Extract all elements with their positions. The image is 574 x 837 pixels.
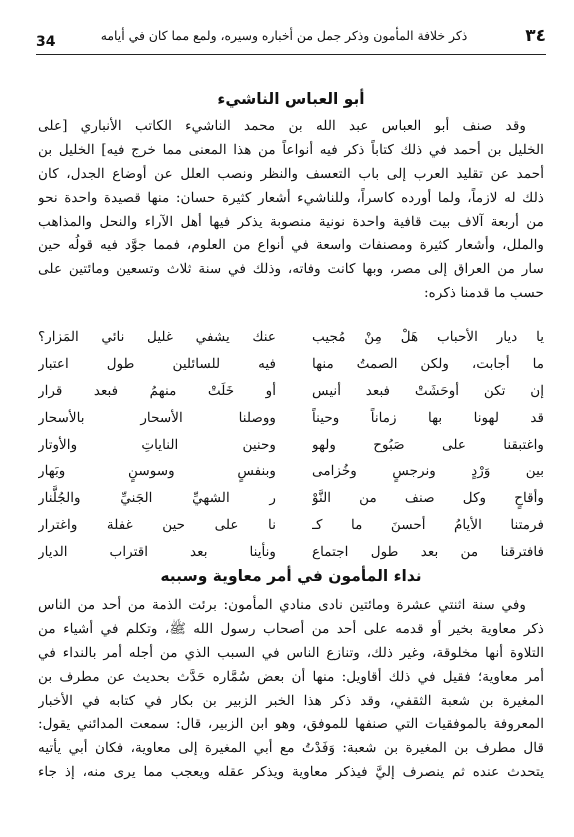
text-line: قال مطرف بن المغيرة بن شعبة: وَفَدْتُ مع أبي المغيرة إلى معاوية، فكان أبي يأتيه bbox=[38, 740, 544, 757]
text-line: ذكر معاوية بخير أو قدمه على أحد من أصحاب رسول الله ﷺ، وتكلم في أشياء من bbox=[38, 620, 544, 637]
poem-verse bbox=[38, 512, 544, 539]
verse-second-hemistich: وحنين الناياتِ والأوتار bbox=[38, 436, 276, 453]
text-line: أحمد عن تقليد العرب إلى باب التعسف والنظر ونصب العلل عن أوضاع الجدل، كان bbox=[38, 165, 544, 182]
verse-first-hemistich: بين وَرْدٍ ونرجسٍ وخُزامى bbox=[312, 463, 544, 480]
poem-verse bbox=[38, 324, 544, 351]
text-line: الخليل بن أحمد في ذلك كتاباً ذكر فيه أنواعاً من هذا المعنى مما خرج فيه] الخليل بن bbox=[38, 141, 544, 158]
verse-second-hemistich: فيه للسائلين طول اعتبار bbox=[38, 355, 276, 372]
running-header bbox=[36, 24, 546, 55]
poem-verse bbox=[38, 539, 544, 566]
text-line: المغيرة بن شعبة الثقفي، وقد ذكر هذا الخبر الزبير بن بكار في كتابه في الأخبار bbox=[38, 692, 544, 709]
verse-second-hemistich: ونأينا بعد اقتراب الديار bbox=[38, 544, 276, 561]
text-line: من أربعة آلاف بيت قافية واحدة نونية منصوبة يذكر فيها أهل الآراء والنحل والمذاهب bbox=[38, 213, 544, 230]
verse-first-hemistich: يا ديار الأحباب هَلْ مِنْ مُجيب bbox=[312, 329, 544, 345]
verse-second-hemistich: ووصلنا الأسحار بالأسحار bbox=[38, 409, 276, 426]
section-heading-mamun-decree: نداء المأمون في أمر معاوية وسببه bbox=[160, 567, 422, 585]
text-line: المعروفة بالموفقيات التي صنفها للموفق، وهو ابن الزبير، قال: سمعت المدائني يقول: bbox=[38, 716, 544, 733]
paragraph-mamun-decree bbox=[38, 594, 544, 785]
page-number-arabic: ٣٤ bbox=[525, 26, 546, 46]
verse-second-hemistich: ر الشهيِّ الجَنيِّ والجُلَّنار bbox=[38, 490, 276, 507]
verse-second-hemistich: نا على حين غفلة واغترار bbox=[38, 517, 276, 534]
poem bbox=[38, 324, 544, 566]
verse-first-hemistich: قد لهونا بها زماناً وحيناً bbox=[312, 409, 544, 426]
text-line: وقد صنف أبو العباس عبد الله بن محمد الناشيء الكاتب الأنباري [على bbox=[38, 118, 526, 134]
section-heading-nashi: أبو العباس الناشيء bbox=[217, 90, 365, 108]
text-line: التلاوة أنها مخلوقة، وغير ذلك، وتنازع الناس في السبب الذي من أجله أمر بالنداء في bbox=[38, 644, 544, 661]
verse-first-hemistich: فافترقنا من بعد طول اجتماع bbox=[312, 544, 544, 561]
running-title: ذكر خلافة المأمون وذكر جمل من أخباره وسيره، ولمع مما كان في أيامه bbox=[100, 28, 468, 43]
page-number-latin: 34 bbox=[36, 34, 56, 50]
poem-verse bbox=[38, 458, 544, 485]
poem-verse bbox=[38, 405, 544, 432]
text-line: أمر معاوية؛ فقيل في ذلك أقاويل: منها أن بعض سُمَّاره حَدَّث بحديث عن مطرف بن bbox=[38, 668, 544, 685]
verse-first-hemistich: واغتبقنا على صَبُوح ولهو bbox=[312, 436, 544, 453]
verse-first-hemistich: وأقاحٍ وكل صنف من النَّوْ bbox=[312, 490, 544, 507]
verse-first-hemistich: فرمتنا الأيامُ أحسنَ ما كـ bbox=[312, 517, 544, 534]
poem-verse bbox=[38, 378, 544, 405]
text-line: يتحدث عنده ثم ينصرف إليَّ فيذكر معاوية ويذكر عقله ويعجب مما يرى منه، إذ جاء bbox=[38, 764, 544, 781]
verse-second-hemistich: عنك يشفي غليل نائي المَزار؟ bbox=[38, 329, 276, 345]
text-line: ذلك له لازماً، ولما أورده كاسراً، وللناشيء أشعار كثيرة حسان: منها قصيدة واحدة نحو bbox=[38, 189, 544, 206]
verse-first-hemistich: ما أجابت، ولكن الصمتُ منها bbox=[312, 355, 544, 372]
poem-verse bbox=[38, 432, 544, 459]
verse-second-hemistich: أو خَلَتْ منهمُ فبعد قرار bbox=[38, 382, 276, 399]
poem-verse bbox=[38, 485, 544, 512]
poem-verse bbox=[38, 351, 544, 378]
text-line: والملل، وأشعار كثيرة ومصنفات واسعة في أنواع من العلوم، فمما جوَّد فيه قولُه حين bbox=[38, 237, 544, 254]
text-line: حسب ما قدمنا ذكره: bbox=[424, 285, 544, 302]
verse-first-hemistich: إن تكن أوحَشَتْ فبعد أنيس bbox=[312, 382, 544, 399]
verse-second-hemistich: وبنفسٍ وسوسنٍ وبَهار bbox=[38, 463, 276, 480]
paragraph-nashi bbox=[38, 115, 544, 306]
text-line: وفي سنة اثنتي عشرة ومائتين نادى منادي المأمون: برئت الذمة من أحد من الناس bbox=[38, 597, 526, 613]
text-line: سار من العراق إلى مصر، وبها كانت وفاته، وذلك في سنة ثلاث وتسعين ومائتين على bbox=[38, 261, 544, 278]
